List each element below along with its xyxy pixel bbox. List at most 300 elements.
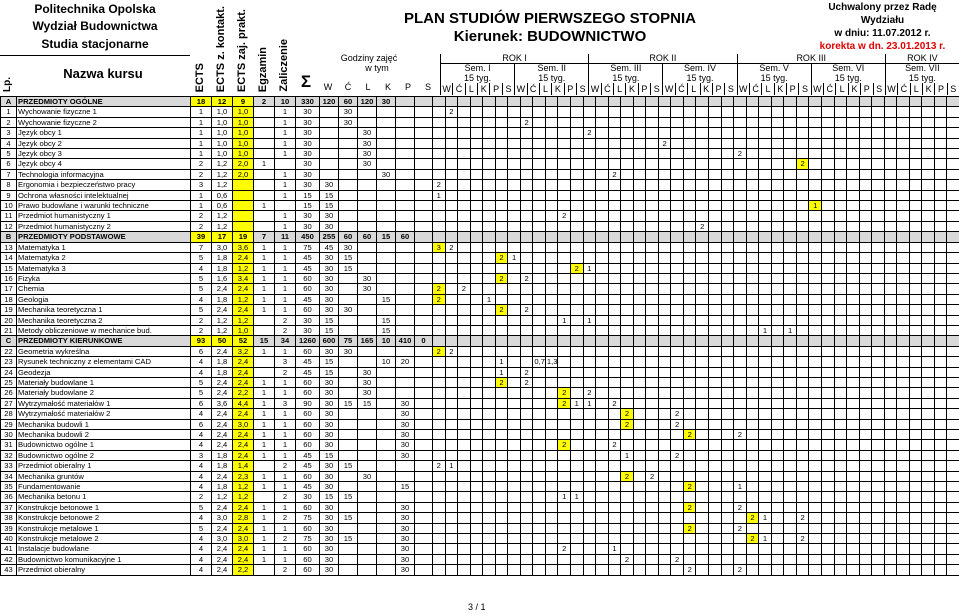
- course-value: [396, 211, 415, 221]
- semester-cell: [658, 180, 671, 190]
- semester-cell: [696, 284, 709, 294]
- semester-cell: [458, 138, 471, 148]
- course-name: Materiały budowlane 2: [17, 388, 191, 398]
- semester-cell: [821, 180, 834, 190]
- semester-cell: [621, 107, 634, 117]
- semester-cell: [847, 346, 860, 356]
- semester-cell: [633, 377, 646, 387]
- semester-cell: [709, 242, 722, 252]
- course-value: 0,6: [212, 201, 233, 211]
- semester-weeks-7: 15 tyg.: [885, 73, 959, 83]
- semester-cell: 2: [683, 502, 696, 512]
- semester-cell: [671, 107, 684, 117]
- semester-cell: [633, 471, 646, 481]
- section-total: 18: [191, 97, 212, 107]
- course-value: [339, 554, 358, 564]
- semester-cell: 2: [445, 107, 458, 117]
- semester-cell: [746, 263, 759, 273]
- semester-cell: 2: [433, 180, 446, 190]
- course-value: 30: [320, 523, 339, 533]
- semester-cell: [445, 450, 458, 460]
- course-value: [339, 273, 358, 283]
- semester-cell: [847, 190, 860, 200]
- course-value: [396, 492, 415, 502]
- sem-cell: [583, 97, 596, 107]
- semester-cell: [583, 409, 596, 419]
- semester-cell: [433, 492, 446, 502]
- course-value: [377, 534, 396, 544]
- semester-cell: [495, 117, 508, 127]
- semester-cell: [433, 305, 446, 315]
- sem-cell: [633, 232, 646, 242]
- semester-cell: [947, 128, 959, 138]
- sem-3-col-5: S: [650, 83, 662, 95]
- course-value: 1: [275, 117, 296, 127]
- semester-cell: [520, 149, 533, 159]
- semester-cell: [545, 492, 558, 502]
- course-value: 15: [339, 513, 358, 523]
- semester-cell: [445, 294, 458, 304]
- semester-cell: [495, 159, 508, 169]
- semester-cell: [734, 273, 747, 283]
- course-value: 30: [320, 263, 339, 273]
- semester-cell: [721, 149, 734, 159]
- course-value: [358, 565, 377, 575]
- course-value: 1: [275, 377, 296, 387]
- course-value: 1,0: [233, 128, 254, 138]
- course-value: 3,0: [212, 242, 233, 252]
- semester-6: Sem. VI: [811, 63, 885, 73]
- course-value: [377, 117, 396, 127]
- semester-cell: 1: [583, 263, 596, 273]
- semester-cell: [746, 201, 759, 211]
- course-value: 2,3: [233, 471, 254, 481]
- hour-type-0: W: [323, 82, 333, 92]
- semester-cell: [746, 377, 759, 387]
- semester-cell: [545, 169, 558, 179]
- course-value: [254, 117, 275, 127]
- semester-cell: [658, 492, 671, 502]
- course-value: [339, 149, 358, 159]
- sem-cell: [508, 97, 521, 107]
- semester-cell: [796, 294, 809, 304]
- course-value: [320, 169, 339, 179]
- semester-cell: [872, 430, 885, 440]
- semester-cell: [533, 409, 546, 419]
- section-code: C: [1, 336, 17, 346]
- semester-cell: [809, 117, 822, 127]
- semester-cell: [897, 430, 910, 440]
- course-value: [377, 513, 396, 523]
- course-value: 1,0: [233, 149, 254, 159]
- semester-cell: [571, 544, 584, 554]
- semester-cell: [947, 284, 959, 294]
- semester-cell: [683, 128, 696, 138]
- semester-cell: [934, 388, 947, 398]
- semester-1: Sem. I: [440, 63, 514, 73]
- semester-cell: [683, 305, 696, 315]
- semester-cell: [771, 242, 784, 252]
- semester-cell: [646, 325, 659, 335]
- semester-cell: [934, 149, 947, 159]
- semester-cell: [458, 513, 471, 523]
- semester-cell: [520, 253, 533, 263]
- section-total: 0: [415, 336, 433, 346]
- semester-cell: [608, 450, 621, 460]
- semester-cell: [558, 169, 571, 179]
- semester-cell: [646, 513, 659, 523]
- semester-cell: [784, 461, 797, 471]
- semester-cell: [872, 357, 885, 367]
- course-value: [396, 284, 415, 294]
- course-row: [1, 482, 959, 492]
- course-name: Technologia informacyjna: [17, 169, 191, 179]
- page-number: 3 / 1: [468, 602, 486, 612]
- sem-cell: [433, 336, 446, 346]
- semester-cell: 1: [558, 315, 571, 325]
- approved-line1: Uchwalony przez Radę: [828, 2, 937, 13]
- semester-cell: [784, 440, 797, 450]
- semester-cell: [721, 461, 734, 471]
- sem-cell: [734, 97, 747, 107]
- semester-cell: [571, 513, 584, 523]
- semester-cell: [571, 294, 584, 304]
- semester-cell: [646, 159, 659, 169]
- semester-cell: [696, 409, 709, 419]
- semester-cell: [583, 273, 596, 283]
- course-value: 2: [191, 492, 212, 502]
- course-value: 2: [275, 315, 296, 325]
- semester-cell: [759, 190, 772, 200]
- semester-cell: [947, 201, 959, 211]
- semester-cell: [859, 149, 872, 159]
- semester-cell: [483, 388, 496, 398]
- course-row: [1, 346, 959, 356]
- semester-cell: [872, 513, 885, 523]
- course-value: 2,4: [233, 440, 254, 450]
- section-total: [415, 232, 433, 242]
- course-value: 4: [191, 461, 212, 471]
- semester-cell: [520, 388, 533, 398]
- semester-cell: [621, 305, 634, 315]
- semester-cell: [445, 544, 458, 554]
- course-value: 2: [191, 159, 212, 169]
- semester-columns-band: [440, 83, 959, 95]
- course-value: [254, 190, 275, 200]
- course-value: 30: [358, 149, 377, 159]
- semester-cell: [571, 284, 584, 294]
- course-value: 1: [275, 138, 296, 148]
- semester-cell: [583, 513, 596, 523]
- sem-cell: [796, 97, 809, 107]
- row-number: 39: [1, 523, 17, 533]
- course-value: [396, 242, 415, 252]
- course-value: [254, 325, 275, 335]
- semester-cell: [809, 211, 822, 221]
- sem-cell: [520, 232, 533, 242]
- semester-cell: [458, 242, 471, 252]
- semester-cell: [834, 190, 847, 200]
- course-value: 30: [396, 430, 415, 440]
- semester-cell: [558, 346, 571, 356]
- course-value: 1: [191, 149, 212, 159]
- semester-cell: [596, 253, 609, 263]
- semester-cell: [533, 430, 546, 440]
- sem-cell: [495, 336, 508, 346]
- semester-cell: [909, 502, 922, 512]
- semester-cell: [884, 450, 897, 460]
- semester-cell: [746, 471, 759, 481]
- course-value: 30: [296, 492, 320, 502]
- semester-cell: [520, 201, 533, 211]
- semester-cell: [596, 294, 609, 304]
- semester-cell: [934, 273, 947, 283]
- row-number: 43: [1, 565, 17, 575]
- course-value: [377, 284, 396, 294]
- semester-cell: [746, 430, 759, 440]
- semester-cell: [633, 273, 646, 283]
- semester-cell: [909, 294, 922, 304]
- semester-cell: [809, 544, 822, 554]
- row-number: 35: [1, 482, 17, 492]
- semester-cell: [671, 398, 684, 408]
- semester-cell: [721, 117, 734, 127]
- course-value: 45: [296, 461, 320, 471]
- semester-cell: [571, 346, 584, 356]
- semester-cell: [909, 430, 922, 440]
- course-value: 1,8: [212, 253, 233, 263]
- semester-cell: [922, 461, 935, 471]
- course-value: 2,4: [233, 430, 254, 440]
- sem-2-col-2: L: [539, 83, 551, 95]
- semester-cell: [897, 180, 910, 190]
- sem-cell: [608, 232, 621, 242]
- course-value: [415, 117, 433, 127]
- course-value: [358, 253, 377, 263]
- semester-cell: [884, 430, 897, 440]
- semester-cell: [759, 315, 772, 325]
- semester-cell: [821, 242, 834, 252]
- semester-cell: [847, 325, 860, 335]
- semester-cell: 2: [734, 430, 747, 440]
- row-number: 2: [1, 117, 17, 127]
- course-value: 5: [191, 502, 212, 512]
- course-value: [415, 242, 433, 252]
- course-value: 45: [320, 242, 339, 252]
- semester-cell: [821, 201, 834, 211]
- semester-cell: [784, 107, 797, 117]
- semester-cell: [909, 273, 922, 283]
- semester-cell: [545, 409, 558, 419]
- semester-cell: [696, 419, 709, 429]
- semester-cell: [784, 565, 797, 575]
- semester-cell: [633, 211, 646, 221]
- semester-cell: [646, 305, 659, 315]
- section-title: PRZEDMIOTY KIERUNKOWE: [17, 336, 191, 346]
- course-value: [339, 450, 358, 460]
- semester-cell: [445, 190, 458, 200]
- semester-cell: [533, 377, 546, 387]
- semester-cell: [947, 461, 959, 471]
- semester-cell: [796, 169, 809, 179]
- semester-cell: [658, 565, 671, 575]
- semester-cell: [771, 117, 784, 127]
- semester-cell: [909, 461, 922, 471]
- semester-cell: [646, 440, 659, 450]
- semester-cell: [909, 159, 922, 169]
- semester-cell: [533, 544, 546, 554]
- hours-label: Godziny zajęć: [340, 53, 398, 63]
- course-value: 30: [358, 388, 377, 398]
- course-value: 4: [191, 471, 212, 481]
- sem-cell: [683, 232, 696, 242]
- semester-cell: [495, 409, 508, 419]
- section-total: 30: [377, 97, 396, 107]
- semester-cell: [922, 440, 935, 450]
- semester-cell: [734, 221, 747, 231]
- semester-cell: [683, 315, 696, 325]
- semester-cell: [458, 325, 471, 335]
- course-value: 1,2: [233, 482, 254, 492]
- sem-cell: [771, 336, 784, 346]
- row-number: 3: [1, 128, 17, 138]
- row-number: 23: [1, 357, 17, 367]
- row-number: 31: [1, 440, 17, 450]
- section-total: 60: [339, 97, 358, 107]
- semester-cell: [847, 211, 860, 221]
- study-plan-table: [0, 96, 959, 576]
- semester-cell: [796, 377, 809, 387]
- sem-2-col-1: Ć: [527, 83, 539, 95]
- semester-cell: 2: [796, 513, 809, 523]
- semester-cell: [520, 284, 533, 294]
- semester-cell: [759, 294, 772, 304]
- semester-cell: [508, 117, 521, 127]
- semester-cell: [721, 440, 734, 450]
- semester-cell: [709, 169, 722, 179]
- semester-cell: [934, 513, 947, 523]
- semester-cell: [495, 544, 508, 554]
- sem-3-col-0: W: [588, 83, 600, 95]
- semester-cell: [784, 211, 797, 221]
- semester-cell: [495, 513, 508, 523]
- course-value: [415, 482, 433, 492]
- semester-cell: [533, 180, 546, 190]
- semester-cell: [759, 221, 772, 231]
- course-value: 1,0: [212, 128, 233, 138]
- semester-cell: [445, 128, 458, 138]
- course-name-header: Nazwa kursu: [63, 66, 143, 81]
- year-1: ROK I: [440, 54, 588, 64]
- semester-cell: 2: [671, 554, 684, 564]
- semester-cell: [646, 180, 659, 190]
- course-value: [358, 180, 377, 190]
- semester-cell: [784, 159, 797, 169]
- semester-cell: [633, 440, 646, 450]
- sem-cell: [508, 232, 521, 242]
- course-value: [396, 253, 415, 263]
- course-value: 15: [320, 315, 339, 325]
- semester-cell: [884, 253, 897, 263]
- semester-cell: [872, 305, 885, 315]
- semester-cell: [922, 523, 935, 533]
- semester-cell: [759, 273, 772, 283]
- course-value: 1,4: [233, 461, 254, 471]
- semester-cell: [646, 149, 659, 159]
- semester-cell: [922, 128, 935, 138]
- semester-cell: [809, 419, 822, 429]
- semester-cell: 1: [759, 325, 772, 335]
- semester-cell: [508, 388, 521, 398]
- semester-cell: 2: [558, 211, 571, 221]
- course-value: 1: [254, 305, 275, 315]
- semester-cell: 1: [608, 544, 621, 554]
- sem-cell: [696, 336, 709, 346]
- semester-cell: [759, 565, 772, 575]
- semester-cell: [934, 159, 947, 169]
- semester-cell: [947, 377, 959, 387]
- course-value: [377, 398, 396, 408]
- semester-cell: [897, 544, 910, 554]
- semester-cell: [671, 159, 684, 169]
- approved-date: w dniu: 11.07.2012 r.: [834, 28, 931, 39]
- semester-cell: [796, 242, 809, 252]
- section-total: 165: [358, 336, 377, 346]
- course-row: [1, 430, 959, 440]
- semester-cell: [847, 305, 860, 315]
- course-value: 1,2: [212, 492, 233, 502]
- semester-cell: [470, 325, 483, 335]
- semester-cell: [897, 273, 910, 283]
- semester-cell: [859, 242, 872, 252]
- course-row: [1, 128, 959, 138]
- semester-cell: [922, 430, 935, 440]
- course-value: 1: [254, 346, 275, 356]
- course-value: 4: [191, 565, 212, 575]
- semester-cell: [834, 409, 847, 419]
- sem-4-col-4: P: [712, 83, 724, 95]
- semester-cell: [608, 565, 621, 575]
- course-value: [320, 107, 339, 117]
- course-value: 1,8: [212, 294, 233, 304]
- semester-cell: [859, 523, 872, 533]
- semester-cell: [445, 398, 458, 408]
- course-name: Wychowanie fizyczne 1: [17, 107, 191, 117]
- semester-cell: [495, 461, 508, 471]
- semester-cell: [696, 388, 709, 398]
- course-row: [1, 409, 959, 419]
- semester-cell: [909, 190, 922, 200]
- semester-cell: [759, 409, 772, 419]
- semester-cell: [458, 534, 471, 544]
- semester-cell: [947, 357, 959, 367]
- semester-cell: [859, 107, 872, 117]
- course-value: 1: [275, 450, 296, 460]
- semester-cell: [558, 128, 571, 138]
- semester-cell: [483, 450, 496, 460]
- semester-cell: [884, 305, 897, 315]
- course-value: [377, 211, 396, 221]
- semester-cell: [834, 482, 847, 492]
- semester-cell: [746, 149, 759, 159]
- course-row: [1, 315, 959, 325]
- semester-cell: [495, 242, 508, 252]
- semester-cell: [608, 534, 621, 544]
- semester-cell: [809, 388, 822, 398]
- semester-cell: [834, 440, 847, 450]
- semester-cell: [784, 117, 797, 127]
- semester-cell: [909, 554, 922, 564]
